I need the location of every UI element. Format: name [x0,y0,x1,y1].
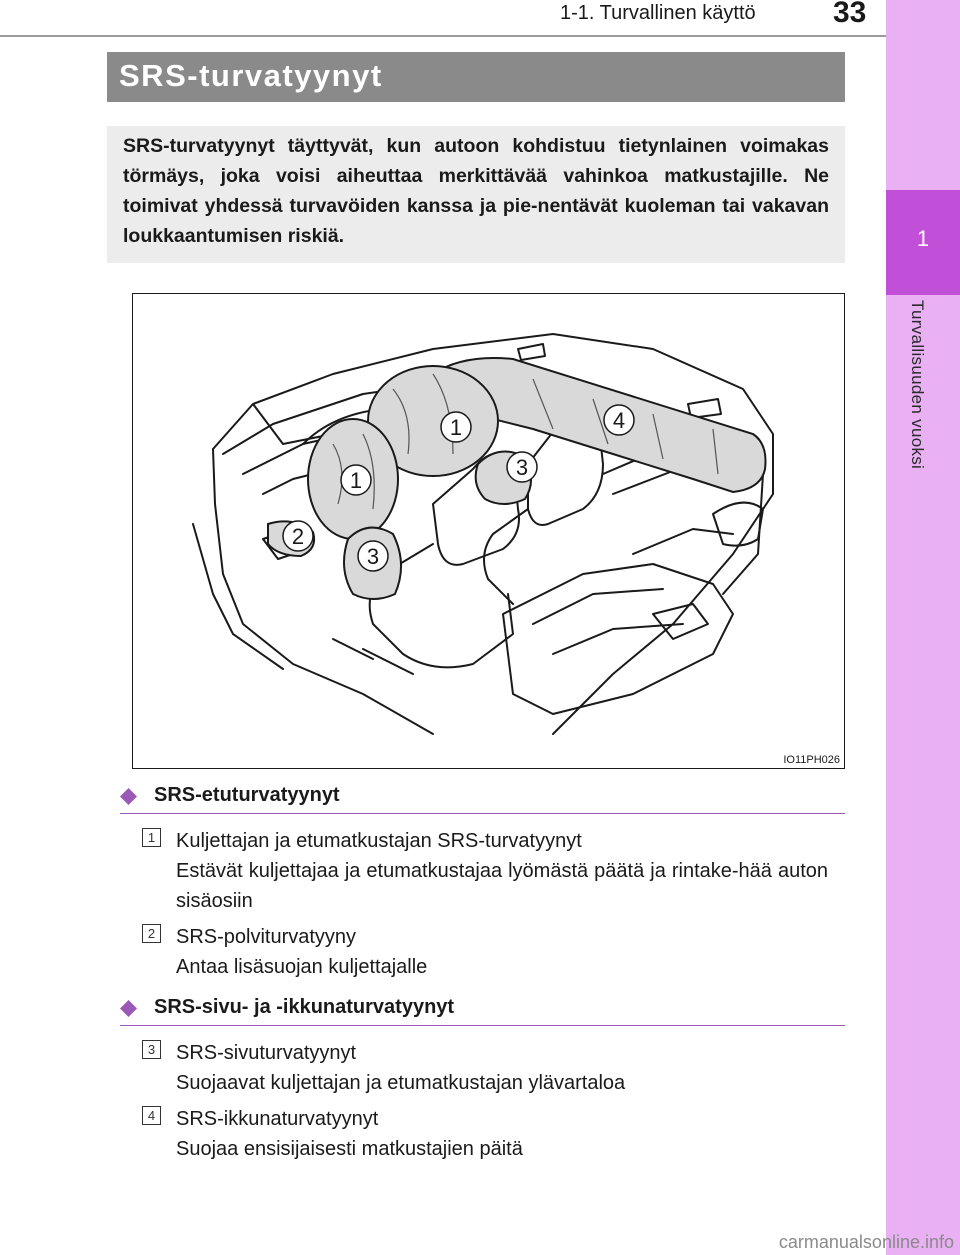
diamond-icon [120,788,137,805]
figure-code: IO11PH026 [783,754,840,766]
chapter-number: 1 [916,226,930,251]
airbag-illustration [132,293,845,769]
item-description: Suojaavat kuljettajan ja etumatkustajan ylävartaloa [176,1072,626,1094]
section-heading-side-airbags [120,992,845,1026]
page-number: 33 [833,0,867,29]
item-description: Antaa lisäsuojan kuljettajalle [176,956,428,978]
callout-label: 4 [612,408,626,433]
callout-label: 1 [449,415,463,440]
list-item [142,1038,842,1098]
callout-label: 3 [515,455,529,480]
section-title: SRS-etuturvatyynyt [154,784,340,806]
item-title: SRS-sivuturvatyynyt [176,1042,357,1064]
section-title: SRS-sivu- ja -ikkunaturvatyynyt [154,996,455,1018]
intro-text: SRS-turvatyynyt täyttyvät, kun autoon kohdistuu tietynlainen voimakas törmäys, joka voisi aiheuttaa merkittävää vahinkoa matkustajille. Ne toimivat yhdessä turvavöiden kanssa ja pie-nentävät kuoleman tai vakavan loukkaantumisen riskiä. [123,135,829,247]
diamond-icon [120,1000,137,1017]
item-number: 1 [142,828,161,847]
chapter-label: Turvallisuuden vuoksi [908,300,927,470]
callout-label: 1 [349,468,363,493]
item-number: 4 [142,1106,161,1125]
item-description: Suojaa ensisijaisesti matkustajien päitä [176,1138,523,1160]
chapter-tab[interactable] [886,190,960,295]
item-number: 2 [142,924,161,943]
chapter-side-strip [886,0,960,1255]
item-title: SRS-polviturvatyyny [176,926,357,948]
callout-label: 2 [291,524,305,549]
item-description: Estävät kuljettajaa ja etumatkustajaa lyömästä päätä ja rintake-hää auton sisäosiin [176,860,828,912]
list-item [142,922,842,982]
header-rule [0,35,886,37]
callout-label: 3 [366,544,380,569]
page-title: SRS-turvatyynyt [119,58,383,93]
chapter-label-container [907,300,935,520]
section-heading-front-airbags [120,780,845,814]
intro-box [107,126,845,263]
watermark: carmanualsonline.info [778,1232,954,1252]
section-title-bar [107,52,845,102]
list-item [142,826,842,916]
list-item [142,1104,842,1164]
item-title: SRS-ikkunaturvatyynyt [176,1108,379,1130]
item-title: Kuljettajan ja etumatkustajan SRS-turvatyynyt [176,830,582,852]
item-number: 3 [142,1040,161,1059]
car-interior-drawing [133,294,843,767]
running-head: 1-1. Turvallinen käyttö [560,2,756,24]
